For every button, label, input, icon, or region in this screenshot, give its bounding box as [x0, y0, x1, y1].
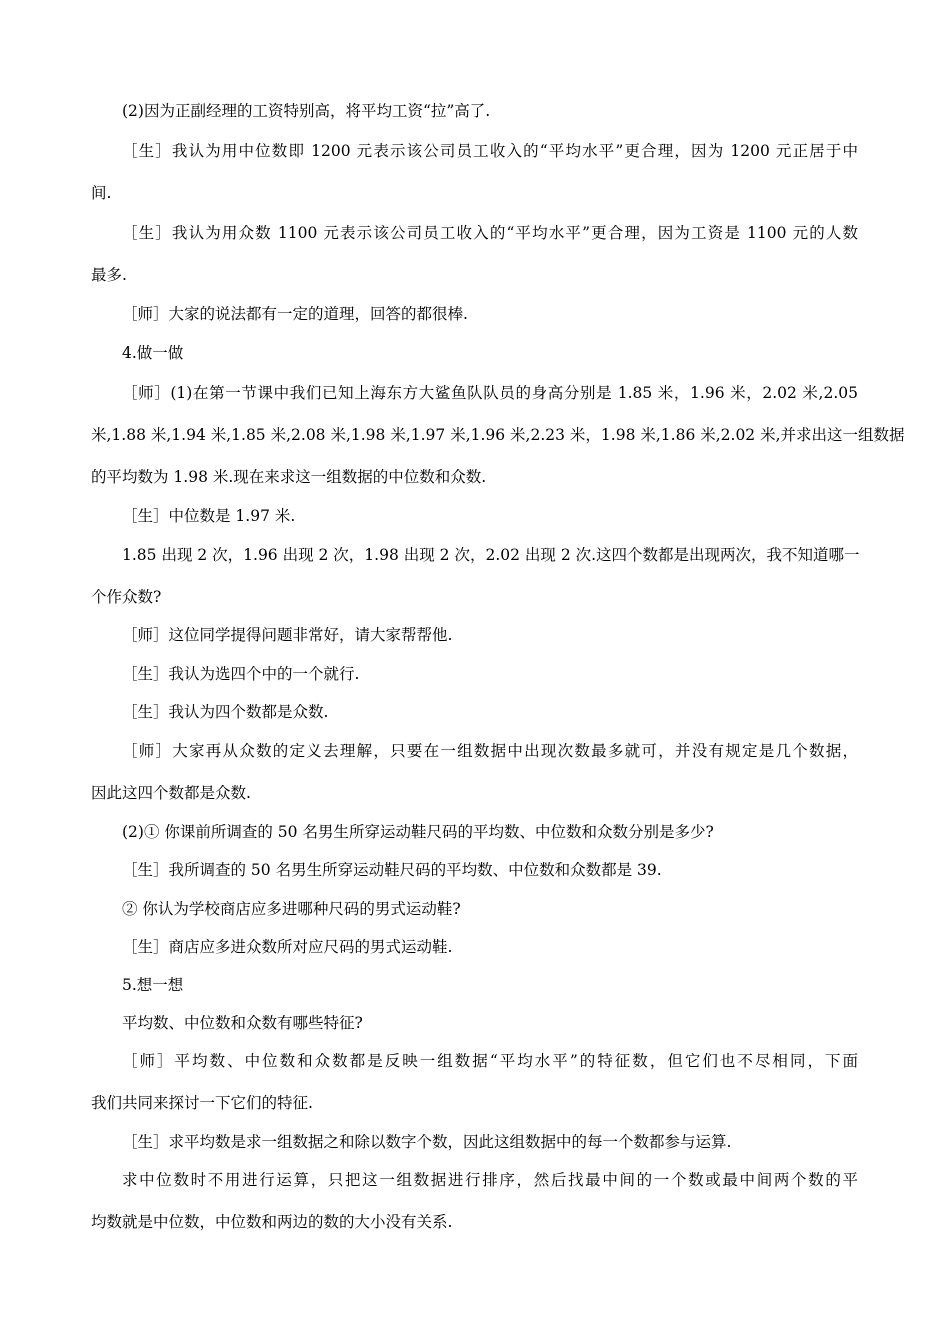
text-line: ［生］我所调查的 50 名男生所穿运动鞋尺码的平均数、中位数和众数都是 39.: [122, 861, 662, 879]
text-line: 米,1.88 米,1.94 米,1.85 米,2.08 米,1.98 米,1.97 米,1.96 米,2.23 米，1.98 米,1.86 米,2.02 米,并求出这一组数据: [91, 426, 905, 444]
text-line: 我们共同来探讨一下它们的特征.: [91, 1094, 313, 1112]
text-line: ［生］我认为选四个中的一个就行.: [122, 665, 360, 683]
text-line: ［师］这位同学提得问题非常好，请大家帮帮他.: [122, 626, 453, 644]
text-line: 1.85 出现 2 次，1.96 出现 2 次，1.98 出现 2 次，2.02 出现 2 次.这四个数都是出现两次，我不知道哪一: [122, 546, 860, 564]
text-line: 的平均数为 1.98 米.现在来求这一组数据的中位数和众数.: [91, 468, 487, 486]
text-line: ［生］商店应多进众数所对应尺码的男式运动鞋.: [122, 938, 453, 956]
text-line: 个作众数?: [91, 588, 162, 606]
text-line: ② 你认为学校商店应多进哪种尺码的男式运动鞋?: [122, 900, 461, 918]
text-line: 平均数、中位数和众数有哪些特征?: [122, 1014, 363, 1032]
text-line: ［生］我认为用中位数即 1200 元表示该公司员工收入的“平均水平”更合理，因为 1200 元正居于中: [122, 142, 858, 160]
text-line: 求中位数时不用进行运算，只把这一组数据进行排序，然后找最中间的一个数或最中间两个数的平: [122, 1171, 858, 1189]
text-line: ［师］(1)在第一节课中我们已知上海东方大鲨鱼队队员的身高分别是 1.85 米，1.96 米，2.02 米,2.05: [122, 384, 858, 402]
text-line: 均数就是中位数，中位数和两边的数的大小没有关系.: [91, 1213, 453, 1231]
text-line: 最多.: [91, 266, 127, 284]
text-line: ［生］我认为用众数 1100 元表示该公司员工收入的“平均水平”更合理，因为工资是 1100 元的人数: [122, 224, 858, 242]
text-line: ［师］大家再从众数的定义去理解，只要在一组数据中出现次数最多就可，并没有规定是几个数据，: [122, 742, 858, 760]
text-line: ［生］我认为四个数都是众数.: [122, 703, 329, 721]
text-line: 因此这四个数都是众数.: [91, 784, 251, 802]
text-line: (2)① 你课前所调查的 50 名男生所穿运动鞋尺码的平均数、中位数和众数分别是多少?: [122, 823, 714, 841]
text-line: 间.: [91, 184, 112, 202]
text-line: ［生］中位数是 1.97 米.: [122, 507, 296, 525]
text-line: ［生］求平均数是求一组数据之和除以数字个数，因此这组数据中的每一个数都参与运算.: [122, 1133, 732, 1151]
text-line: (2)因为正副经理的工资特别高，将平均工资“拉”高了.: [122, 102, 491, 120]
text-line: ［师］平均数、中位数和众数都是反映一组数据“平均水平”的特征数，但它们也不尽相同，下面: [122, 1052, 858, 1070]
section-heading: 5.想一想: [122, 976, 184, 994]
text-line: ［师］大家的说法都有一定的道理，回答的都很棒.: [122, 305, 468, 323]
section-heading: 4.做一做: [122, 344, 184, 362]
